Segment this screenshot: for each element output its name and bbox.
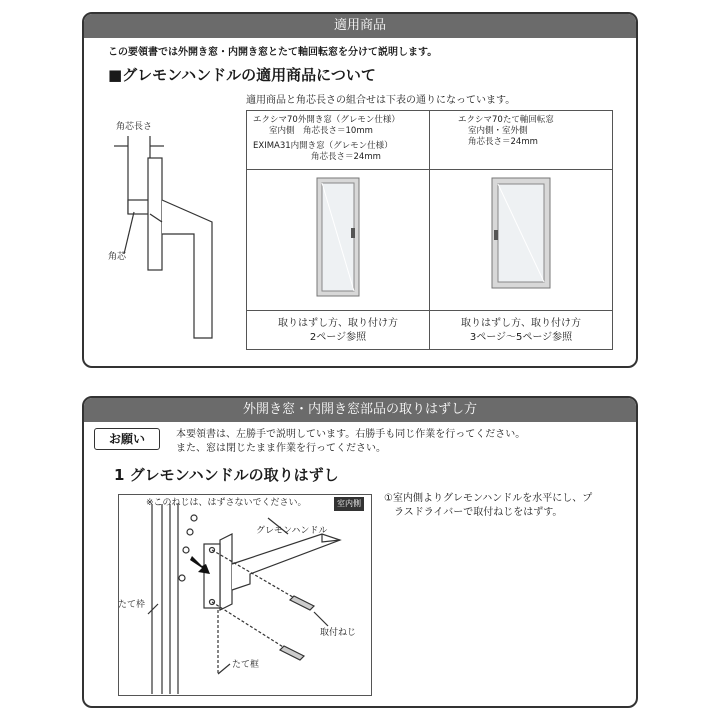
section-products-panel <box>82 12 638 368</box>
product-table <box>246 110 613 350</box>
notice-line2: また、窓は閉じたまま作業を行ってください。 <box>176 443 386 454</box>
pivot-caption2: 3ページ～5ページ参照 <box>469 332 573 343</box>
section-removal-panel <box>82 396 638 708</box>
products-heading: ■グレモンハンドルの適用商品について <box>108 66 376 84</box>
section-removal-header: 外開き窓・内開き窓部品の取りはずし方 <box>84 398 636 422</box>
pivot-line2: 室内側・室外側 <box>468 126 528 136</box>
casement-caption-cell <box>247 311 430 350</box>
pivot-caption-cell <box>430 311 613 350</box>
casement-line1: エクシマ70外開き窓（グレモン仕様） <box>253 115 400 125</box>
casement-caption1: 取りはずし方、取り付け方 <box>278 318 398 329</box>
label-vertical-frame: たて枠 <box>118 600 146 610</box>
label-core-length: 角芯長さ <box>116 122 153 132</box>
table-intro-text: 適用商品と角芯長さの組合せは下表の通りになっています。 <box>246 95 516 106</box>
notice-line1: 本要領書は、左勝手で説明しています。右勝手も同じ作業を行ってください。 <box>176 429 526 440</box>
product-cell-casement <box>247 111 430 170</box>
no-remove-note: ※このねじは、はずさないでください。 <box>146 498 307 508</box>
label-vertical-sash: たて框 <box>232 660 260 670</box>
indoor-side-badge: 室内側 <box>334 497 364 511</box>
casement-caption2: 2ページ参照 <box>309 332 367 343</box>
intro-text: この要領書では外開き窓・内開き窓とたて軸回転窓を分けて説明します。 <box>108 47 438 58</box>
label-handle: グレモンハンドル <box>256 526 328 536</box>
casement-window-image-cell <box>247 170 430 311</box>
pivot-window-image-cell <box>430 170 613 311</box>
onegai-label: お願い <box>94 428 160 450</box>
pivot-caption1: 取りはずし方、取り付け方 <box>461 318 581 329</box>
casement-line4: 角芯長さ＝24mm <box>311 152 381 162</box>
casement-window-image <box>247 170 429 306</box>
pivot-line3: 角芯長さ＝24mm <box>468 137 538 147</box>
removal-heading: 1 グレモンハンドルの取りはずし <box>114 466 339 484</box>
pivot-window-image <box>430 170 612 306</box>
section-products-header: 適用商品 <box>84 14 636 38</box>
pivot-line1: エクシマ70たて軸回転窓 <box>458 115 554 125</box>
label-screw: 取付ねじ <box>320 628 357 638</box>
product-cell-pivot <box>430 111 613 170</box>
casement-line3: EXIMA31内開き窓（グレモン仕様） <box>253 141 393 151</box>
casement-line2: 室内側 角芯長さ＝10mm <box>269 126 373 136</box>
step1-line2: ラスドライバーで取付ねじをはずす。 <box>394 507 563 518</box>
label-core: 角芯 <box>108 252 127 262</box>
handle-side-diagram <box>84 134 244 364</box>
step1-line1: ①室内側よりグレモンハンドルを水平にし、プ <box>384 493 593 504</box>
